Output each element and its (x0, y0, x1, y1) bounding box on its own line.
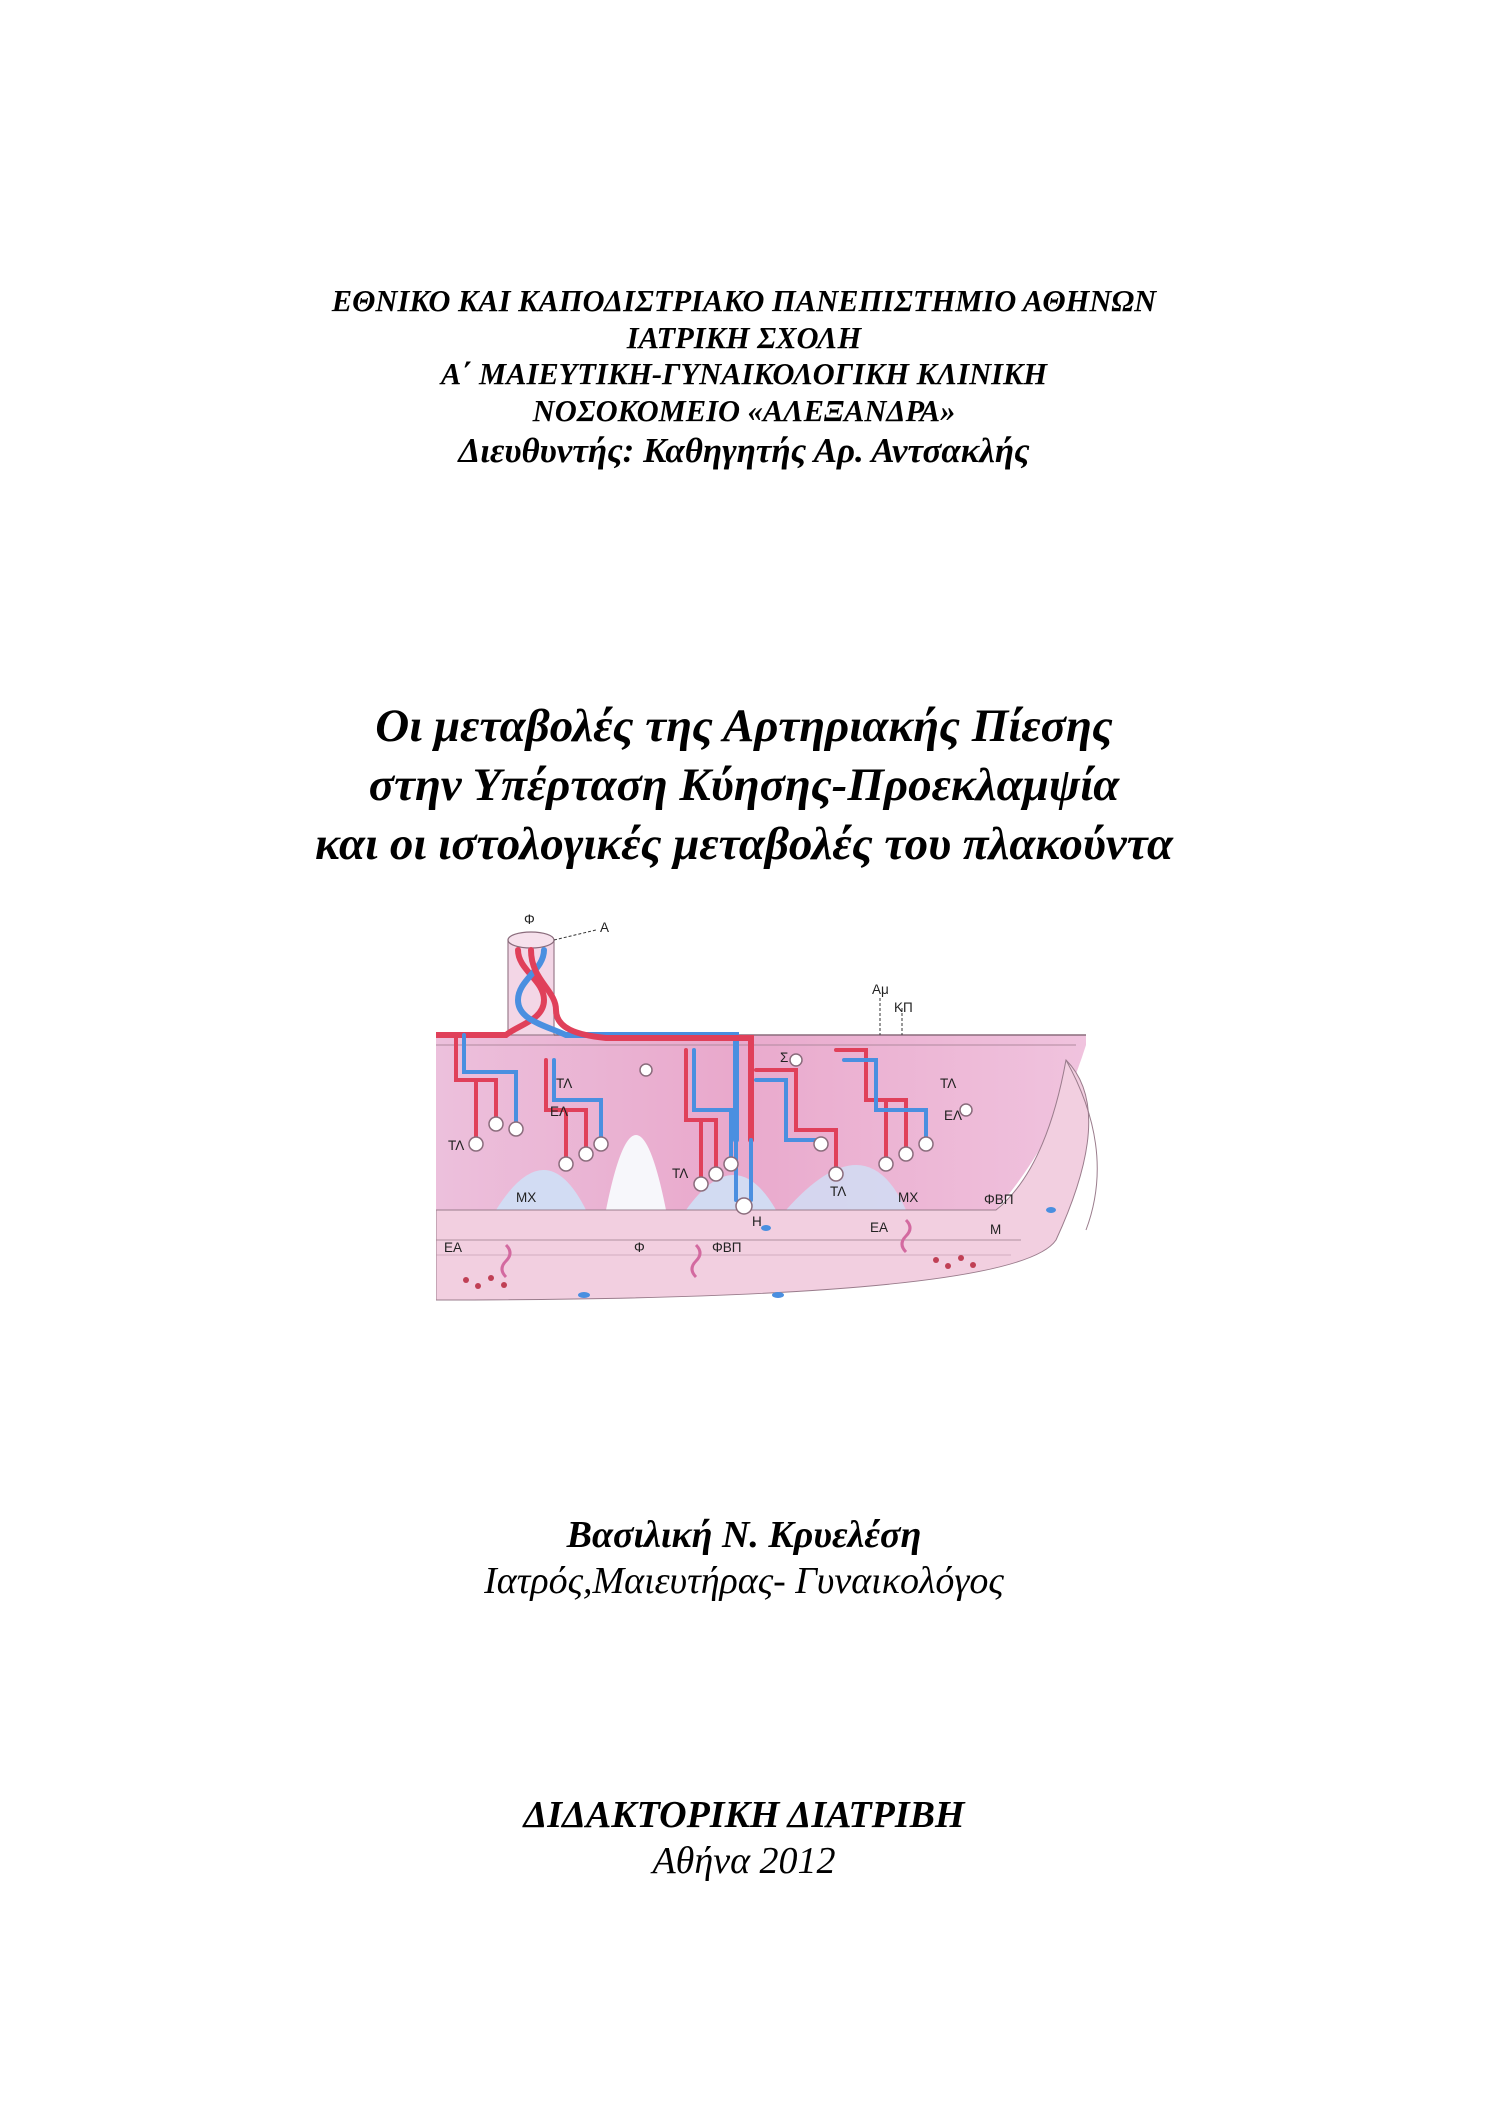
label-m: Μ (990, 1222, 1002, 1237)
label-eta: Η (752, 1214, 762, 1229)
label-tl-1: ΤΛ (556, 1076, 573, 1091)
thesis-title (0, 697, 1488, 874)
university-name: ΕΘΝΙΚΟ ΚΑΙ ΚΑΠΟΔΙΣΤΡΙΑΚΟ ΠΑΝΕΠΙΣΤΗΜΙΟ ΑΘΗΝΩΝ (331, 284, 1157, 318)
label-a: Α (600, 920, 610, 935)
label-mx-2: ΜΧ (898, 1190, 919, 1205)
label-fvp-1: ΦΒΠ (984, 1192, 1014, 1207)
label-tl-2: ΤΛ (448, 1138, 465, 1153)
label-phi-top: Φ (524, 912, 535, 927)
placenta-diagram (436, 910, 1116, 1350)
institution-header (0, 283, 1488, 473)
thesis-block (0, 1792, 1488, 1884)
label-tl-3: ΤΛ (672, 1166, 689, 1181)
author-block (0, 1512, 1488, 1604)
label-kp: ΚΠ (894, 1000, 913, 1015)
label-el-2: ΕΛ (944, 1108, 963, 1123)
label-tl-5: ΤΛ (830, 1184, 847, 1199)
hospital-name: ΝΟΣΟΚΟΜΕΙΟ «ΑΛΕΞΑΝΔΡΑ» (532, 393, 956, 428)
author-role: Ιατρός,Μαιευτήρας- Γυναικολόγος (484, 1560, 1004, 1602)
thesis-type: ΔΙΔΑΚΤΟΡΙΚΗ ΔΙΑΤΡΙΒΗ (523, 1794, 965, 1836)
school-name: ΙΑΤΡΙΚΗ ΣΧΟΛΗ (626, 320, 862, 355)
title-line-3: και οι ιστολογικές μεταβολές του πλακούντα (315, 818, 1173, 870)
label-leaders (554, 930, 902, 1035)
label-ea-1: ΕΑ (444, 1240, 463, 1255)
director-line: Διευθυντής: Καθηγητής Αρ. Αντσακλής (458, 431, 1030, 470)
thesis-place-year: Αθήνα 2012 (652, 1840, 836, 1882)
author-name: Βασιλική Ν. Κρυελέση (566, 1514, 922, 1556)
label-mx-1: ΜΧ (516, 1190, 537, 1205)
label-ea-2: ΕΑ (870, 1220, 889, 1235)
clinic-name: Α΄ ΜΑΙΕΥΤΙΚΗ-ΓΥΝΑΙΚΟΛΟΓΙΚΗ ΚΛΙΝΙΚΗ (440, 357, 1048, 391)
title-line-2: στην Υπέρταση Κύησης-Προεκλαμψία (368, 759, 1120, 811)
title-line-1: Οι μεταβολές της Αρτηριακής Πίεσης (375, 700, 1113, 752)
label-phi-bottom: Φ (634, 1240, 645, 1255)
label-sigma: Σ (780, 1050, 789, 1065)
label-fvp-2: ΦΒΠ (712, 1240, 742, 1255)
label-el-1: ΕΛ (550, 1104, 569, 1119)
label-am: Αμ (872, 982, 889, 997)
label-tl-4: ΤΛ (940, 1076, 957, 1091)
